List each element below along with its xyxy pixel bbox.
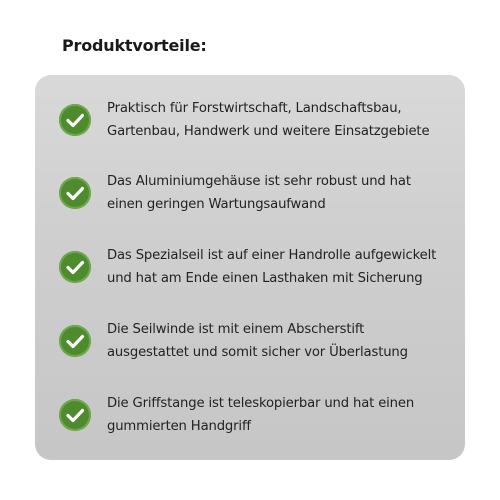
benefit-text [107,244,457,290]
benefit-text [107,97,457,143]
benefit-item-4 [35,311,465,371]
benefit-item-2 [35,163,465,223]
benefit-line: und hat am Ende einen Lasthaken mit Sicherung [107,271,423,286]
page-title: Produktvorteile: [62,36,207,55]
benefit-item-5 [35,385,465,445]
benefit-item-1 [35,90,465,150]
benefit-line: gummierten Handgriff [107,419,251,434]
benefit-line: einen geringen Wartungsaufwand [107,197,326,212]
check-icon [59,325,91,357]
benefits-panel [35,75,465,460]
benefit-text [107,170,457,216]
benefit-line: Die Griffstange ist teleskopierbar und hat einen [107,396,415,411]
check-icon [59,177,91,209]
check-icon [59,104,91,136]
benefit-line: Praktisch für Forstwirtschaft, Landschaftsbau, [107,101,402,116]
benefit-line: Das Aluminiumgehäuse ist sehr robust und hat [107,174,411,189]
benefit-item-3 [35,237,465,297]
benefit-line: Das Spezialseil ist auf einer Handrolle aufgewickelt [107,248,437,263]
benefit-text [107,318,457,364]
benefit-line: Die Seilwinde ist mit einem Abscherstift [107,322,365,337]
benefit-line: Gartenbau, Handwerk und weitere Einsatzgebiete [107,124,430,139]
check-icon [59,399,91,431]
benefit-line: ausgestattet und somit sicher vor Überlastung [107,345,408,360]
check-icon [59,251,91,283]
benefit-text [107,392,457,438]
